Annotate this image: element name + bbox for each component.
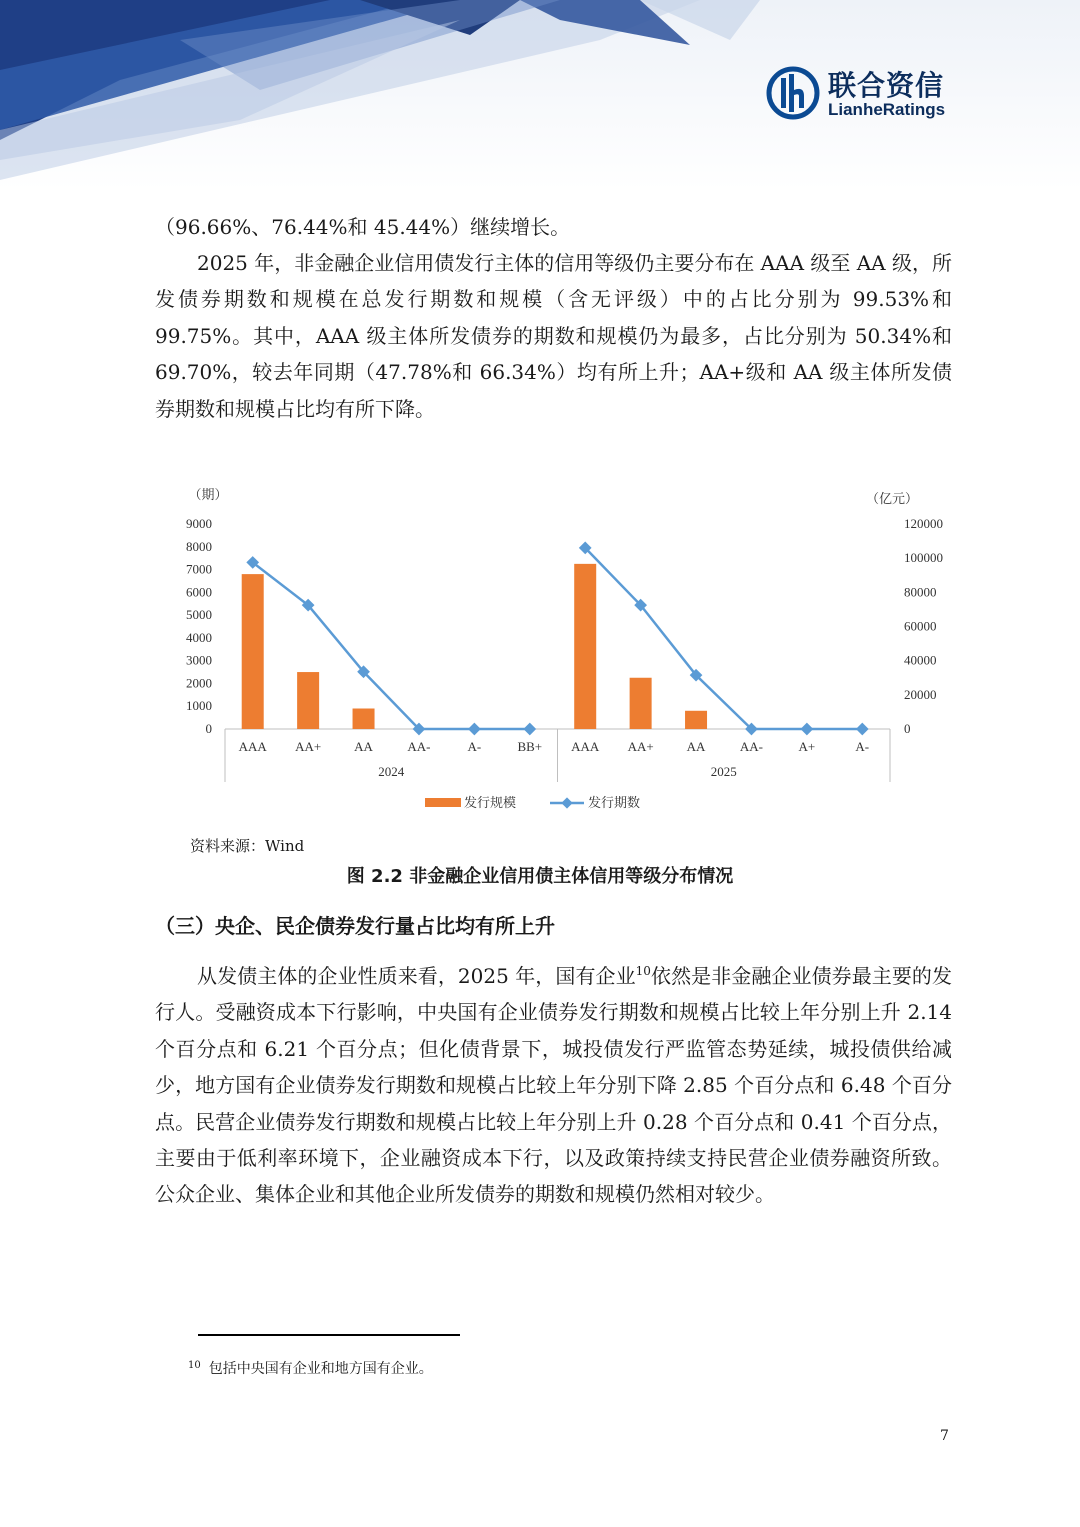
line-point-issuance-count (468, 723, 481, 736)
category-label: BB+ (517, 739, 543, 754)
bar-issuance-scale (685, 711, 707, 729)
right-tick-label: 60000 (904, 618, 937, 634)
right-tick-label: 0 (904, 721, 911, 736)
category-label: A- (855, 739, 870, 754)
right-tick-label: 80000 (904, 584, 937, 600)
line-issuance-count-2024 (253, 562, 530, 729)
line-issuance-count-2025 (585, 548, 862, 729)
footnote-divider (198, 1334, 460, 1336)
category-label: AA (686, 739, 706, 754)
right-axis-unit: （亿元） (865, 492, 919, 507)
footnote-reference: 10 (635, 964, 651, 978)
legend-line-label: 发行期数 (588, 796, 641, 811)
right-tick-label: 20000 (904, 686, 937, 702)
paragraph-rating-distribution: 2025 年，非金融企业信用债发行主体的信用等级仍主要分布在 AAA 级至 AA 级，所发债券期数和规模在总发行期数和规模（含无评级）中的占比分别为 99.53%和 99.75%。其中，AAA 级主体所发债券的期数和规模仍为最多，占比分别为 50.34%和 69.70%，较去年同期（47.78%和 66.34%）均有所上升；AA+级和 AA 级主体所发债券期数和规模占比均有所下降。 (155, 251, 952, 421)
left-tick-label: 6000 (186, 584, 212, 600)
left-tick-label: 2000 (186, 675, 212, 691)
paragraph-issuer-nature (155, 958, 952, 1213)
left-tick-label: 5000 (186, 607, 212, 623)
bar-issuance-scale (242, 574, 264, 729)
category-label: AA+ (627, 739, 654, 754)
right-tick-label: 120000 (904, 516, 943, 531)
rating-distribution-chart (160, 482, 960, 827)
category-label: AA- (739, 739, 764, 754)
line-point-issuance-count (856, 723, 869, 736)
left-tick-label: 7000 (186, 561, 212, 577)
lianhe-logo-icon (766, 66, 820, 120)
line-point-issuance-count (801, 723, 814, 736)
left-tick-label: 4000 (186, 629, 212, 645)
figure-caption: 图 2.2 非金融企业信用债主体信用等级分布情况 (346, 866, 734, 887)
paragraph-text-part1: 从发债主体的企业性质来看，2025 年，国有企业 (197, 964, 636, 988)
legend-line-marker (561, 797, 572, 808)
paragraph-continuation: （96.66%、76.44%和 45.44%）继续增长。 (155, 215, 571, 239)
paragraph-text-part2: 依然是非金融企业债券最主要的发行人。受融资成本下行影响，中央国有企业债券发行期数和规模占比较上年分别上升 2.14 个百分点和 6.21 个百分点；但化债背景下，城投债发行严监管态势延续，城投债供给减少，地方国有企业债券发行期数和规模占比较上年分别下降 2.85 个百分点和 6.48 个百分点。民营企业债券发行期数和规模占比较上年分别上升 0.28 个百分点和 0.41 个百分点，主要由于低利率环境下，企业融资成本下行，以及政策持续支持民营企业债券融资所致。公众企业、集体企业和其他企业所发债券的期数和规模仍然相对较少。 (155, 964, 953, 1207)
logo (766, 64, 966, 124)
group-label: 2025 (710, 764, 737, 779)
bar-issuance-scale (630, 678, 652, 729)
category-label: AAA (238, 739, 267, 754)
left-tick-label: 8000 (186, 538, 212, 554)
footnote (188, 1358, 433, 1378)
category-label: AAA (571, 739, 600, 754)
category-label: AA- (407, 739, 431, 754)
group-label: 2024 (378, 764, 405, 779)
category-label: AA+ (295, 739, 322, 754)
logo-chinese-text: 联合资信 (828, 69, 945, 102)
bar-issuance-scale (353, 709, 375, 730)
legend-bar-swatch (425, 798, 461, 807)
footnote-text: 包括中央国有企业和地方国有企业。 (208, 1361, 433, 1377)
section-heading: （三）央企、民企债券发行量占比均有所上升 (155, 914, 555, 938)
right-tick-label: 100000 (904, 550, 943, 566)
left-tick-label: 0 (205, 721, 212, 736)
line-point-issuance-count (523, 723, 536, 736)
logo-english-text: LianheRatings (828, 100, 946, 119)
category-label: A+ (798, 739, 816, 754)
category-label: A- (467, 739, 482, 754)
bar-issuance-scale (574, 564, 596, 729)
left-axis-unit: （期） (188, 488, 228, 503)
left-tick-label: 9000 (186, 516, 212, 531)
page-number: 7 (940, 1428, 949, 1444)
footnote-number: 10 (188, 1360, 201, 1371)
bar-issuance-scale (297, 672, 319, 729)
left-tick-label: 1000 (186, 698, 212, 714)
left-tick-label: 3000 (186, 652, 212, 668)
data-source: 资料来源：Wind (190, 837, 305, 855)
legend-bar-label: 发行规模 (464, 796, 517, 811)
category-label: AA (354, 739, 373, 754)
right-tick-label: 40000 (904, 652, 937, 668)
